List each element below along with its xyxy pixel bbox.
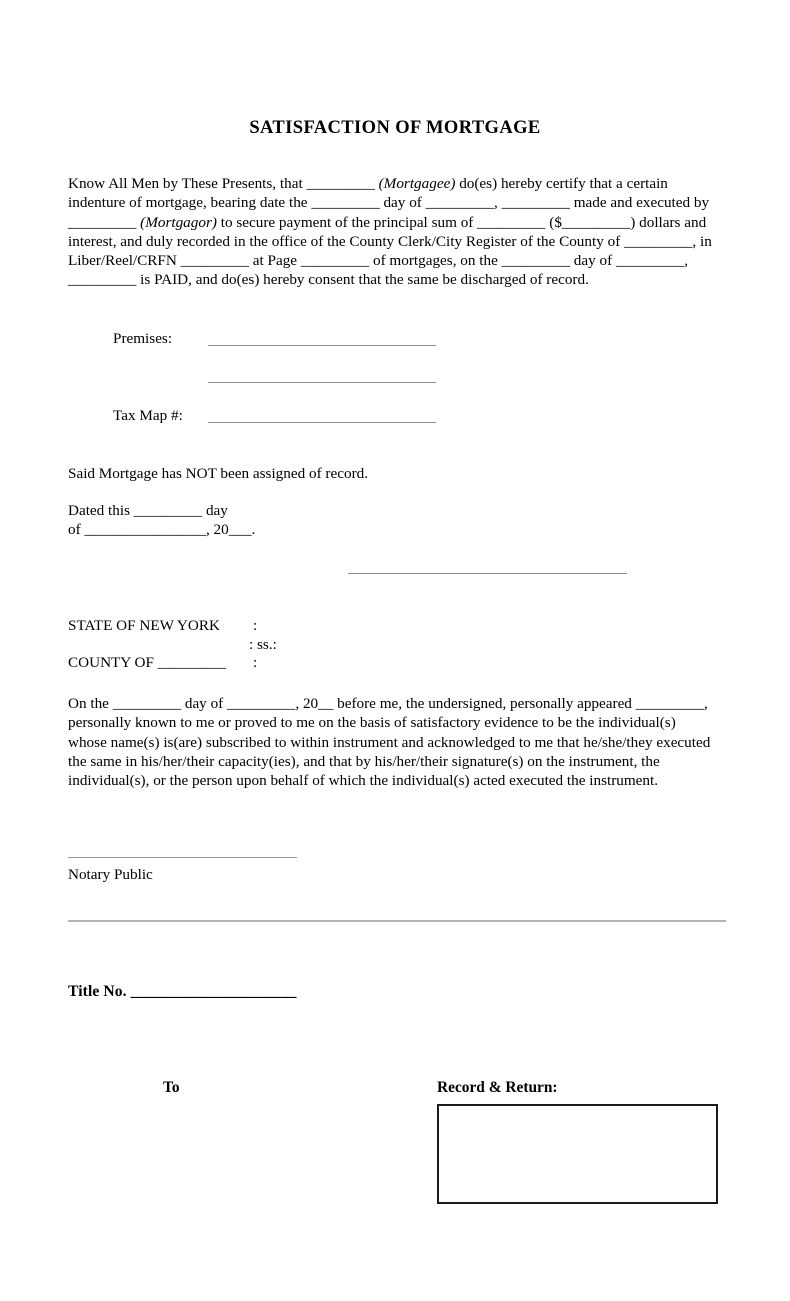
dated-line-1: Dated this _________ day bbox=[68, 502, 228, 519]
record-return-box[interactable] bbox=[437, 1104, 718, 1204]
signature-line[interactable] bbox=[348, 573, 627, 574]
recital-paragraph: Know All Men by These Presents, that _________ (Mortgagee) do(es) hereby certify that a certain indenture of mortgage, bearing date the _________ day of _________, _________ made and executed by _________ (Mortgagor) to secure payment of the principal sum of _________ ($_________) dollars and interest, and duly recorded in the office of the County Clerk/City Register of the County of _________, in Liber/Reel/CRFN _________ at Page _________ of mortgages, on the _________ day of _________, _________ is PAID, and do(es) hereby consent that the same be discharged of record. bbox=[68, 175, 712, 289]
to-label: To bbox=[163, 1079, 180, 1096]
role-term: (Mortgagee) bbox=[378, 175, 456, 192]
venue-ss-text: : ss.: bbox=[249, 636, 277, 653]
premises-input-line-2[interactable] bbox=[208, 382, 436, 383]
acknowledgment-paragraph: On the _________ day of _________, 20__ before me, the undersigned, personally appeared _________, personally known to me or proved to me on the basis of satisfactory evidence to be the individual(s) whose name(s) is(are) subscribed to within instrument and acknowledged to me that he/she/they executed the same in his/her/their capacity(ies), and that by his/her/their signature(s) on the instrument, the individual(s), or the person upon behalf of which the individual(s) acted executed the instrument. bbox=[68, 695, 711, 790]
notary-public-caption: Notary Public bbox=[68, 866, 153, 883]
venue-state-label: STATE OF NEW YORK bbox=[68, 617, 220, 634]
tax-map-label: Tax Map #: bbox=[113, 407, 183, 424]
role-term: (Mortgagor) bbox=[140, 213, 217, 231]
tax-map-input-line[interactable] bbox=[208, 422, 436, 423]
premises-input-line-1[interactable] bbox=[208, 345, 436, 346]
record-return-label: Record & Return: bbox=[437, 1079, 558, 1096]
page-title: SATISFACTION OF MORTGAGE bbox=[249, 118, 541, 138]
title-number-field[interactable]: Title No. _____________________ bbox=[68, 983, 297, 1000]
dated-line-2: of ________________, 20___. bbox=[68, 521, 256, 539]
section-divider bbox=[68, 920, 726, 922]
premises-label: Premises: bbox=[113, 330, 173, 347]
venue-colon-top: : bbox=[253, 617, 258, 634]
venue-county-label[interactable]: COUNTY OF _________ bbox=[68, 654, 227, 671]
assignment-note: Said Mortgage has NOT been assigned of record. bbox=[68, 465, 369, 482]
notary-signature-line[interactable] bbox=[68, 857, 297, 858]
venue-colon-bottom: : bbox=[253, 654, 258, 671]
dated-block bbox=[68, 501, 718, 540]
